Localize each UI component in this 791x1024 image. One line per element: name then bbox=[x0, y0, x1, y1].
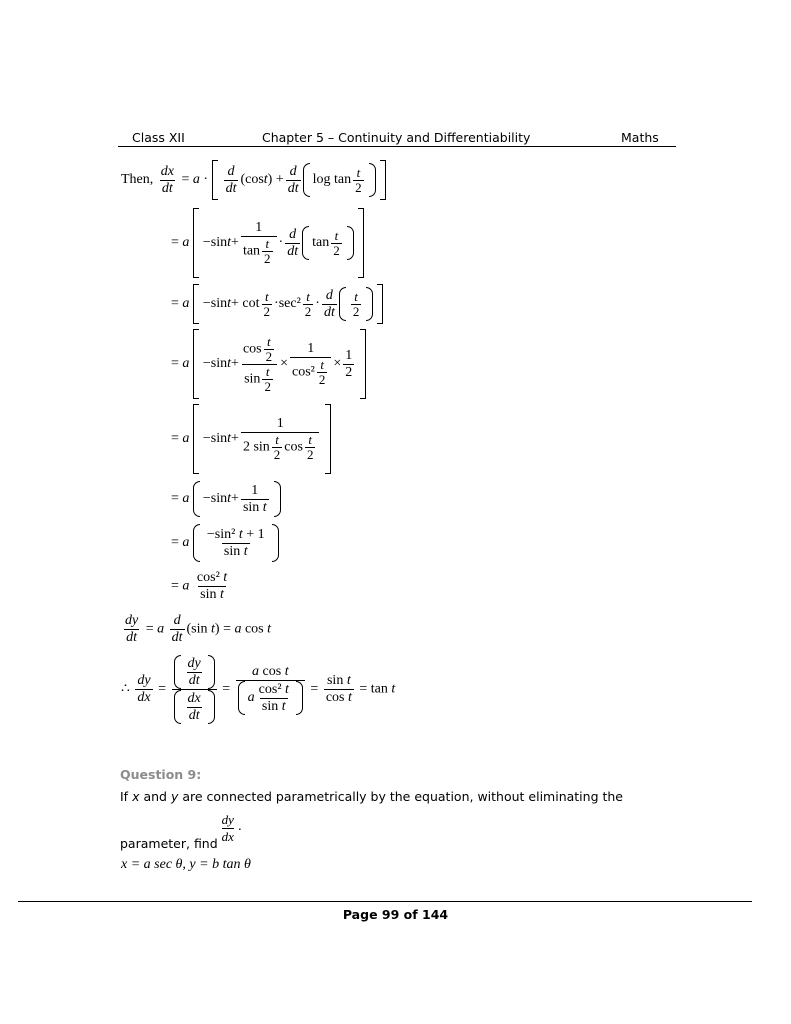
header-class: Class XII bbox=[132, 130, 185, 145]
math-line-7: = a $\frac{\text{−sin² t + 1}}{\text{sin t}}$ bbox=[171, 524, 279, 562]
math-line-6: = a −sin t + $\frac{1}{\text{sin t}}$ bbox=[171, 481, 281, 517]
math-line-4: = a −sin t + cos $\frac{t}{2}$ sin $\frac{t}{2}$ × 1 cos² $\frac{t}{2}$ × $\frac{1}{2}$ bbox=[171, 329, 366, 399]
header-divider bbox=[118, 146, 676, 147]
math-line-2: = a −sin t + 1 tan $\frac{t}{2}$ · $\frac{d}{dt}$ tan $\frac{t}{2}$ bbox=[171, 208, 364, 278]
footer-divider bbox=[18, 901, 752, 902]
question-text-line-2: parameter, find $\frac{dy}{dx}$ . bbox=[120, 812, 242, 851]
math-line-8: = a $\frac{\text{cos² t}}{\text{sin t}}$ bbox=[171, 570, 228, 602]
question-equation: x = a sec θ, y = b tan θ bbox=[121, 857, 251, 872]
math-line-5: = a −sin t + 1 2 sin $\frac{t}{2}$ cos $\frac{t}{2}$ bbox=[171, 404, 331, 474]
dy-dx-fraction: $\frac{dy}{dx}$ bbox=[221, 812, 234, 844]
math-line-10: ∴ $\frac{dy}{dx}$ = $\frac{\frac{dy}{dt}}{\frac{dx}{dt}}$ = a cos t a $\frac{\text{cos² t}}{\text{sin t}}$ = $\frac{\text{sin t}}{\text{cos t}}$ = tan t bbox=[121, 655, 396, 723]
math-line-3: = a −sin t + cot $\frac{t}{2}$ ·sec² $\frac{t}{2}$ · $\frac{d}{dt}$ $\frac{t}{2}$ bbox=[171, 284, 383, 324]
math-line-1: Then, $\frac{dx}{dt}$ = a · $\frac{d}{dt}$ (cos t ) + $\frac{d}{dt}$ log tan $\frac{t}{2}$ bbox=[121, 160, 386, 200]
question-text-line-1: If x and y are connected parametrically by the equation, without eliminating the bbox=[120, 789, 623, 804]
math-line-9: $\frac{dy}{dt}$ = a $\frac{d}{dt}$ (sin t) = a cos t bbox=[125, 613, 272, 645]
page-number: Page 99 of 144 bbox=[342, 907, 449, 922]
header-subject: Maths bbox=[621, 130, 659, 145]
question-title: Question 9: bbox=[120, 767, 202, 782]
header-chapter: Chapter 5 – Continuity and Differentiability bbox=[262, 130, 531, 145]
